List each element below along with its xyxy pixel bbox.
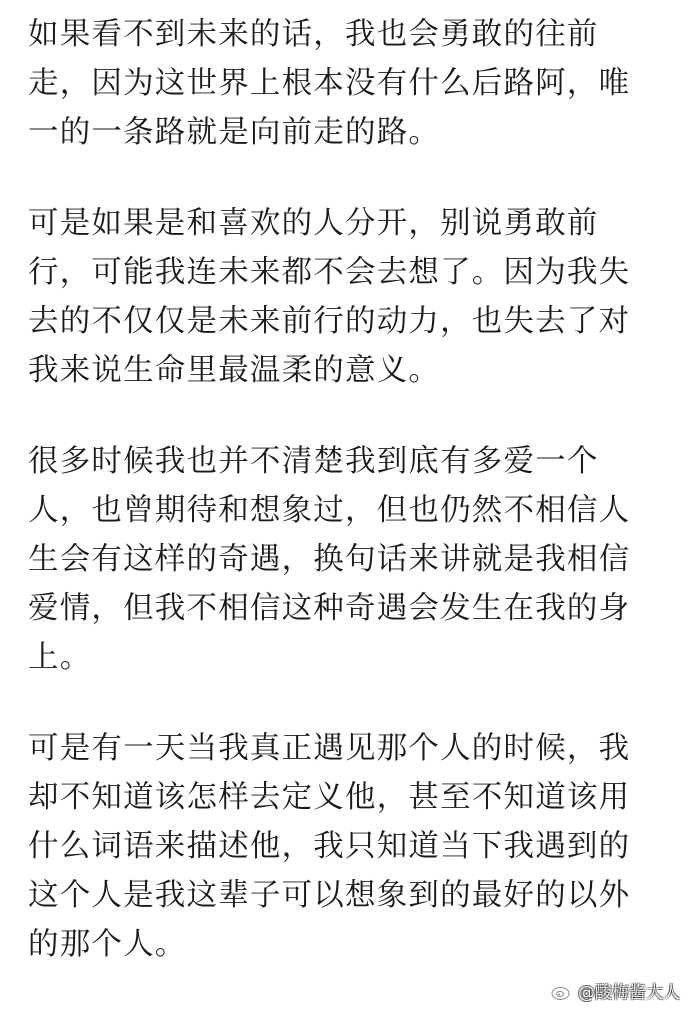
text-line: 的那个人。 — [28, 927, 187, 962]
paragraph-1 — [28, 10, 668, 157]
text-line: 如果看不到未来的话，我也会勇敢的往前 — [28, 17, 599, 52]
text-line: 走，因为这世界上根本没有什么后路阿，唯 — [28, 66, 631, 101]
weibo-icon — [550, 981, 574, 1001]
text-line: 我来说生命里最温柔的意义。 — [28, 353, 441, 388]
text-line: 这个人是我这辈子可以想象到的最好的以外 — [28, 878, 631, 913]
text-line: 人，也曾期待和想象过，但也仍然不相信人 — [28, 493, 631, 528]
paragraph-4 — [28, 724, 668, 969]
text-line: 可是如果是和喜欢的人分开，别说勇敢前 — [28, 206, 599, 241]
text-line: 上。 — [28, 640, 92, 675]
text-line: 却不知道该怎样去定义他，甚至不知道该用 — [28, 780, 631, 815]
text-line: 爱情，但我不相信这种奇遇会发生在我的身 — [28, 591, 631, 626]
text-line: 去的不仅仅是未来前行的动力，也失去了对 — [28, 304, 631, 339]
text-line: 生会有这样的奇遇，换句话来讲就是我相信 — [28, 542, 631, 577]
text-line: 行，可能我连未来都不会去想了。因为我失 — [28, 255, 631, 290]
text-line: 可是有一天当我真正遇见那个人的时候，我 — [28, 731, 631, 766]
text-line: 一的一条路就是向前走的路。 — [28, 115, 441, 150]
text-line: 很多时候我也并不清楚我到底有多爱一个 — [28, 444, 599, 479]
watermark-text: @酸梅酱大人 — [578, 983, 680, 1003]
post-body — [28, 10, 668, 1011]
paragraph-3 — [28, 437, 668, 682]
paragraph-2 — [28, 199, 668, 395]
text-line: 什么词语来描述他，我只知道当下我遇到的 — [28, 829, 631, 864]
weibo-watermark — [550, 978, 680, 1003]
